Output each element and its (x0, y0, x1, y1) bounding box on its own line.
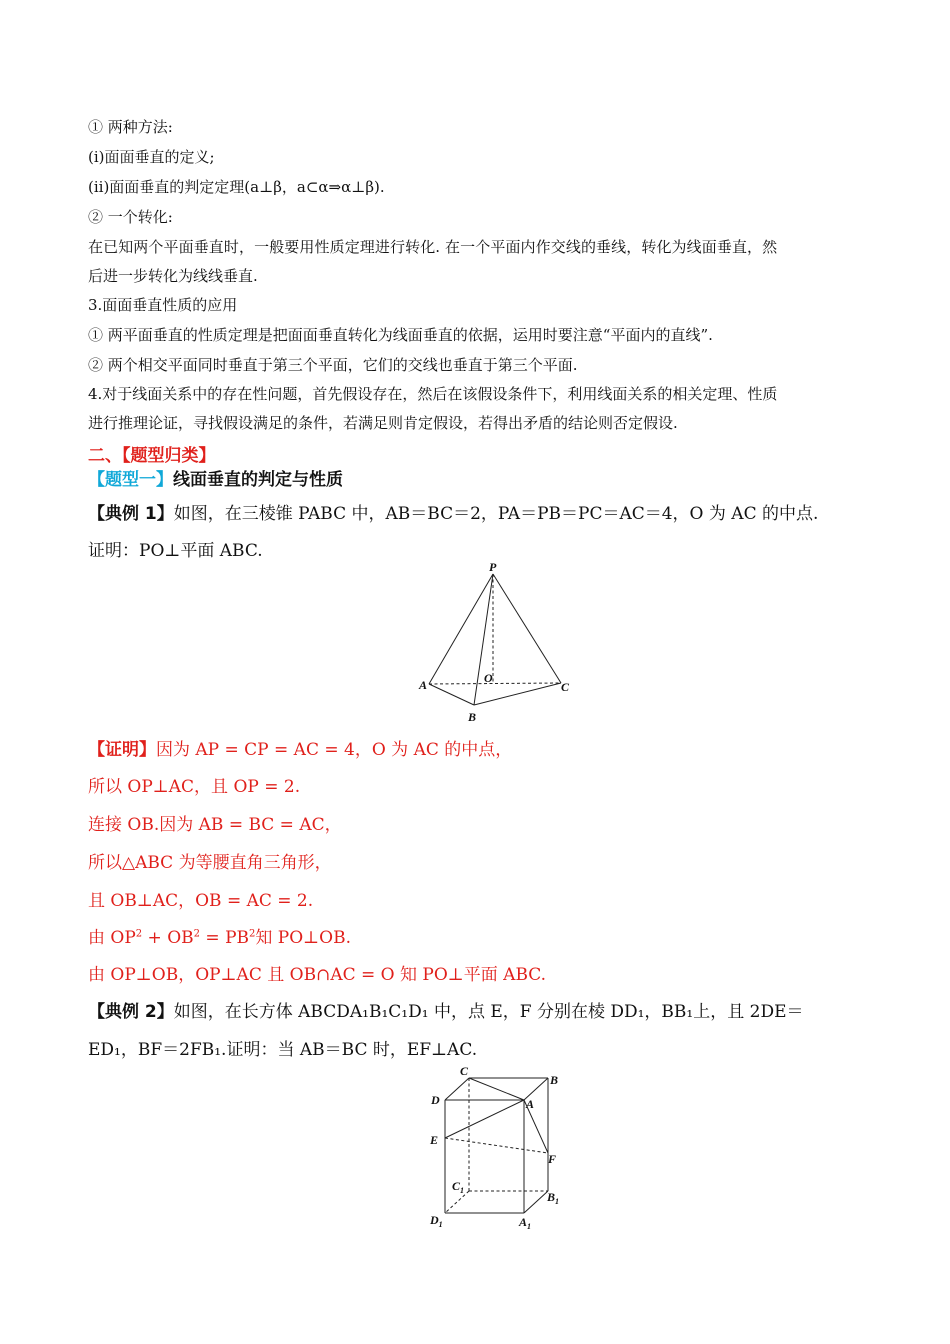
proof1-l6-part-c: = PB (200, 928, 249, 948)
edge-pc (493, 574, 561, 683)
edge-bc (474, 683, 561, 705)
proof1-l6-part-b: + OB (142, 928, 194, 948)
label-b: B (550, 1073, 559, 1087)
point4-line-2: 进行推理论证，寻找假设满足的条件，若满足则肯定假设，若得出矛盾的结论则否定假设. (88, 414, 678, 432)
label-a1: $A_1$ (519, 1215, 532, 1231)
sup-2: 2 (193, 928, 201, 940)
example1-text-1: 如图，在三棱锥 PABC 中，AB＝BC＝2，PA＝PB＝PC＝AC＝4，O 为 AC 的中点. (173, 504, 819, 524)
proof1-l6-part-d: 知 PO⊥OB. (255, 928, 351, 948)
type1-tag: 【题型一】 (88, 470, 173, 490)
method-line-4: ② 一个转化: (88, 208, 173, 226)
point4-line-1: 4.对于线面关系中的存在性问题，首先假设存在，然后在该假设条件下，利用线面关系的相关定理、性质 (88, 385, 778, 403)
label-c: C (460, 1064, 469, 1078)
type1-title: 线面垂直的判定与性质 (173, 470, 343, 490)
example1-tag: 【典例 1】 (88, 504, 174, 524)
label-p: P (489, 560, 497, 574)
label-d: D (431, 1093, 440, 1107)
label-c1: $C_1$ (452, 1179, 465, 1195)
tetrahedron-figure (415, 560, 580, 725)
point3-line-1: ① 两平面垂直的性质定理是把面面垂直转化为线面垂直的依据，运用时要注意“平面内的直线”. (88, 326, 713, 344)
section-title: 二、【题型归类】 (88, 446, 216, 466)
proof1-line-5: 且 OB⊥AC，OB = AC = 2. (88, 891, 314, 911)
sup-1: 2 (135, 928, 143, 940)
label-f: F (548, 1152, 557, 1166)
edge-ac-hidden (429, 683, 561, 684)
proof1-tag: 【证明】 (88, 740, 156, 760)
point3-title: 3.面面垂直性质的应用 (88, 296, 238, 314)
label-d1: $D_1$ (430, 1213, 443, 1229)
proof1-l6-part-a: 由 OP (88, 928, 136, 948)
method-line-3: (ⅱ)面面垂直的判定定理(a⊥β，a⊂α⇒α⊥β). (88, 178, 385, 196)
method-line-5: 在已知两个平面垂直时，一般要用性质定理进行转化. 在一个平面内作交线的垂线，转化为线面垂直，然 (88, 238, 778, 256)
proof1-line-3: 连接 OB.因为 AB = BC = AC， (88, 815, 342, 835)
label-o: O (484, 671, 493, 685)
proof1-line-4: 所以△ABC 为等腰直角三角形， (88, 853, 332, 873)
label-a: A (526, 1097, 535, 1111)
type1-heading (88, 465, 343, 490)
method-line-2: (ⅰ)面面垂直的定义; (88, 148, 215, 166)
example2-text-1: 如图，在长方体 ABCDA₁B₁C₁D₁ 中，点 E，F 分别在棱 DD₁，BB₁上，且 2DE＝ (173, 1002, 804, 1022)
box-figure (420, 1060, 580, 1240)
method-line-6: 后进一步转化为线线垂直. (88, 267, 258, 285)
proof1-line-2: 所以 OP⊥AC，且 OP = 2. (88, 777, 301, 797)
example2-line-1 (88, 997, 804, 1022)
label-c: C (561, 680, 570, 694)
label-b: B (468, 710, 477, 724)
edge-pb (474, 574, 493, 705)
sup-3: 2 (249, 928, 256, 940)
example1-line-2: 证明：PO⊥平面 ABC. (88, 541, 263, 561)
example1-line-1 (88, 499, 818, 524)
label-a: A (419, 678, 428, 692)
example2-tag: 【典例 2】 (88, 1002, 174, 1022)
label-b1: $B_1$ (547, 1190, 560, 1206)
proof1-line-1 (88, 735, 512, 760)
point3-line-2: ② 两个相交平面同时垂直于第三个平面，它们的交线也垂直于第三个平面. (88, 356, 578, 374)
edge-pa (429, 574, 493, 684)
proof1-text-1: 因为 AP = CP = AC = 4，O 为 AC 的中点， (156, 740, 513, 760)
proof1-line-6 (88, 923, 351, 948)
label-e: E (430, 1133, 439, 1147)
edge-ab (429, 684, 474, 705)
method-line-1: ① 两种方法: (88, 118, 173, 136)
proof1-line-7: 由 OP⊥OB，OP⊥AC 且 OB∩AC = O 知 PO⊥平面 ABC. (88, 965, 547, 985)
example2-line-2: ED₁，BF＝2FB₁.证明：当 AB＝BC 时，EF⊥AC. (88, 1040, 478, 1060)
